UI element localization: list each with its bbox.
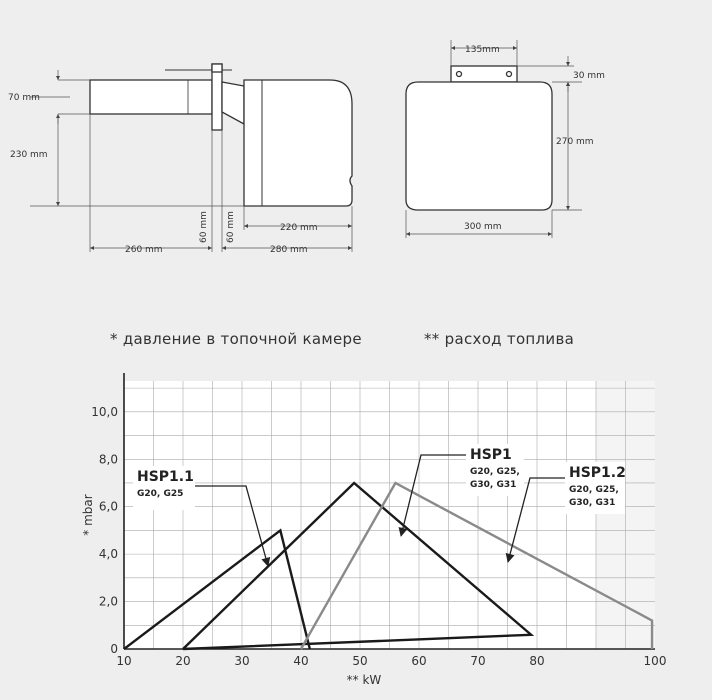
x-tick-label: 50 [352,654,368,668]
x-tick-label: 40 [293,654,309,668]
footnote-consumption: ** расход топлива [424,330,575,348]
x-axis-label: ** kW [346,673,382,687]
y-tick-label: 6,0 [98,499,118,514]
dim-135: 135mm [465,45,500,55]
y-tick-label: 2,0 [98,594,118,609]
series-label-hsp1-2: HSP1.2 [569,465,626,481]
series-fuel-hsp1: G30, G31 [470,480,517,490]
x-tick-label: 30 [234,654,250,668]
x-tick-label: 100 [643,654,667,668]
series-fuel-hsp1: G20, G25, [470,467,520,477]
dim-270: 270 mm [556,137,594,147]
series-fuel-hsp1-2: G30, G31 [569,498,616,508]
series-label-hsp1: HSP1 [470,447,512,463]
y-tick-label: 10,0 [91,404,118,419]
dim-260: 260 mm [125,245,163,255]
dim-60-a: 60 mm [199,211,209,243]
x-tick-label: 80 [529,654,545,668]
dim-60-b: 60 mm [226,211,236,243]
dim-280: 280 mm [270,245,308,255]
dim-300: 300 mm [464,222,502,232]
dim-220: 220 mm [280,223,318,233]
x-tick-label: 20 [175,654,191,668]
y-tick-label: 4,0 [98,547,118,562]
footnote-pressure: * давление в топочной камере [110,330,362,348]
y-tick-label: 8,0 [98,452,118,467]
series-fuel-hsp1-2: G20, G25, [569,485,619,495]
dim-70: 70 mm [8,93,40,103]
x-tick-label: 60 [411,654,427,668]
dim-30: 30 mm [573,71,605,81]
y-axis-label: * mbar [81,494,95,536]
y-tick-label: 0 [110,642,118,656]
x-tick-label: 10 [116,654,132,668]
dim-230: 230 mm [10,150,48,160]
x-tick-label: 70 [470,654,486,668]
series-fuel-hsp1-1: G20, G25 [137,489,184,499]
series-label-hsp1-1: HSP1.1 [137,469,194,485]
